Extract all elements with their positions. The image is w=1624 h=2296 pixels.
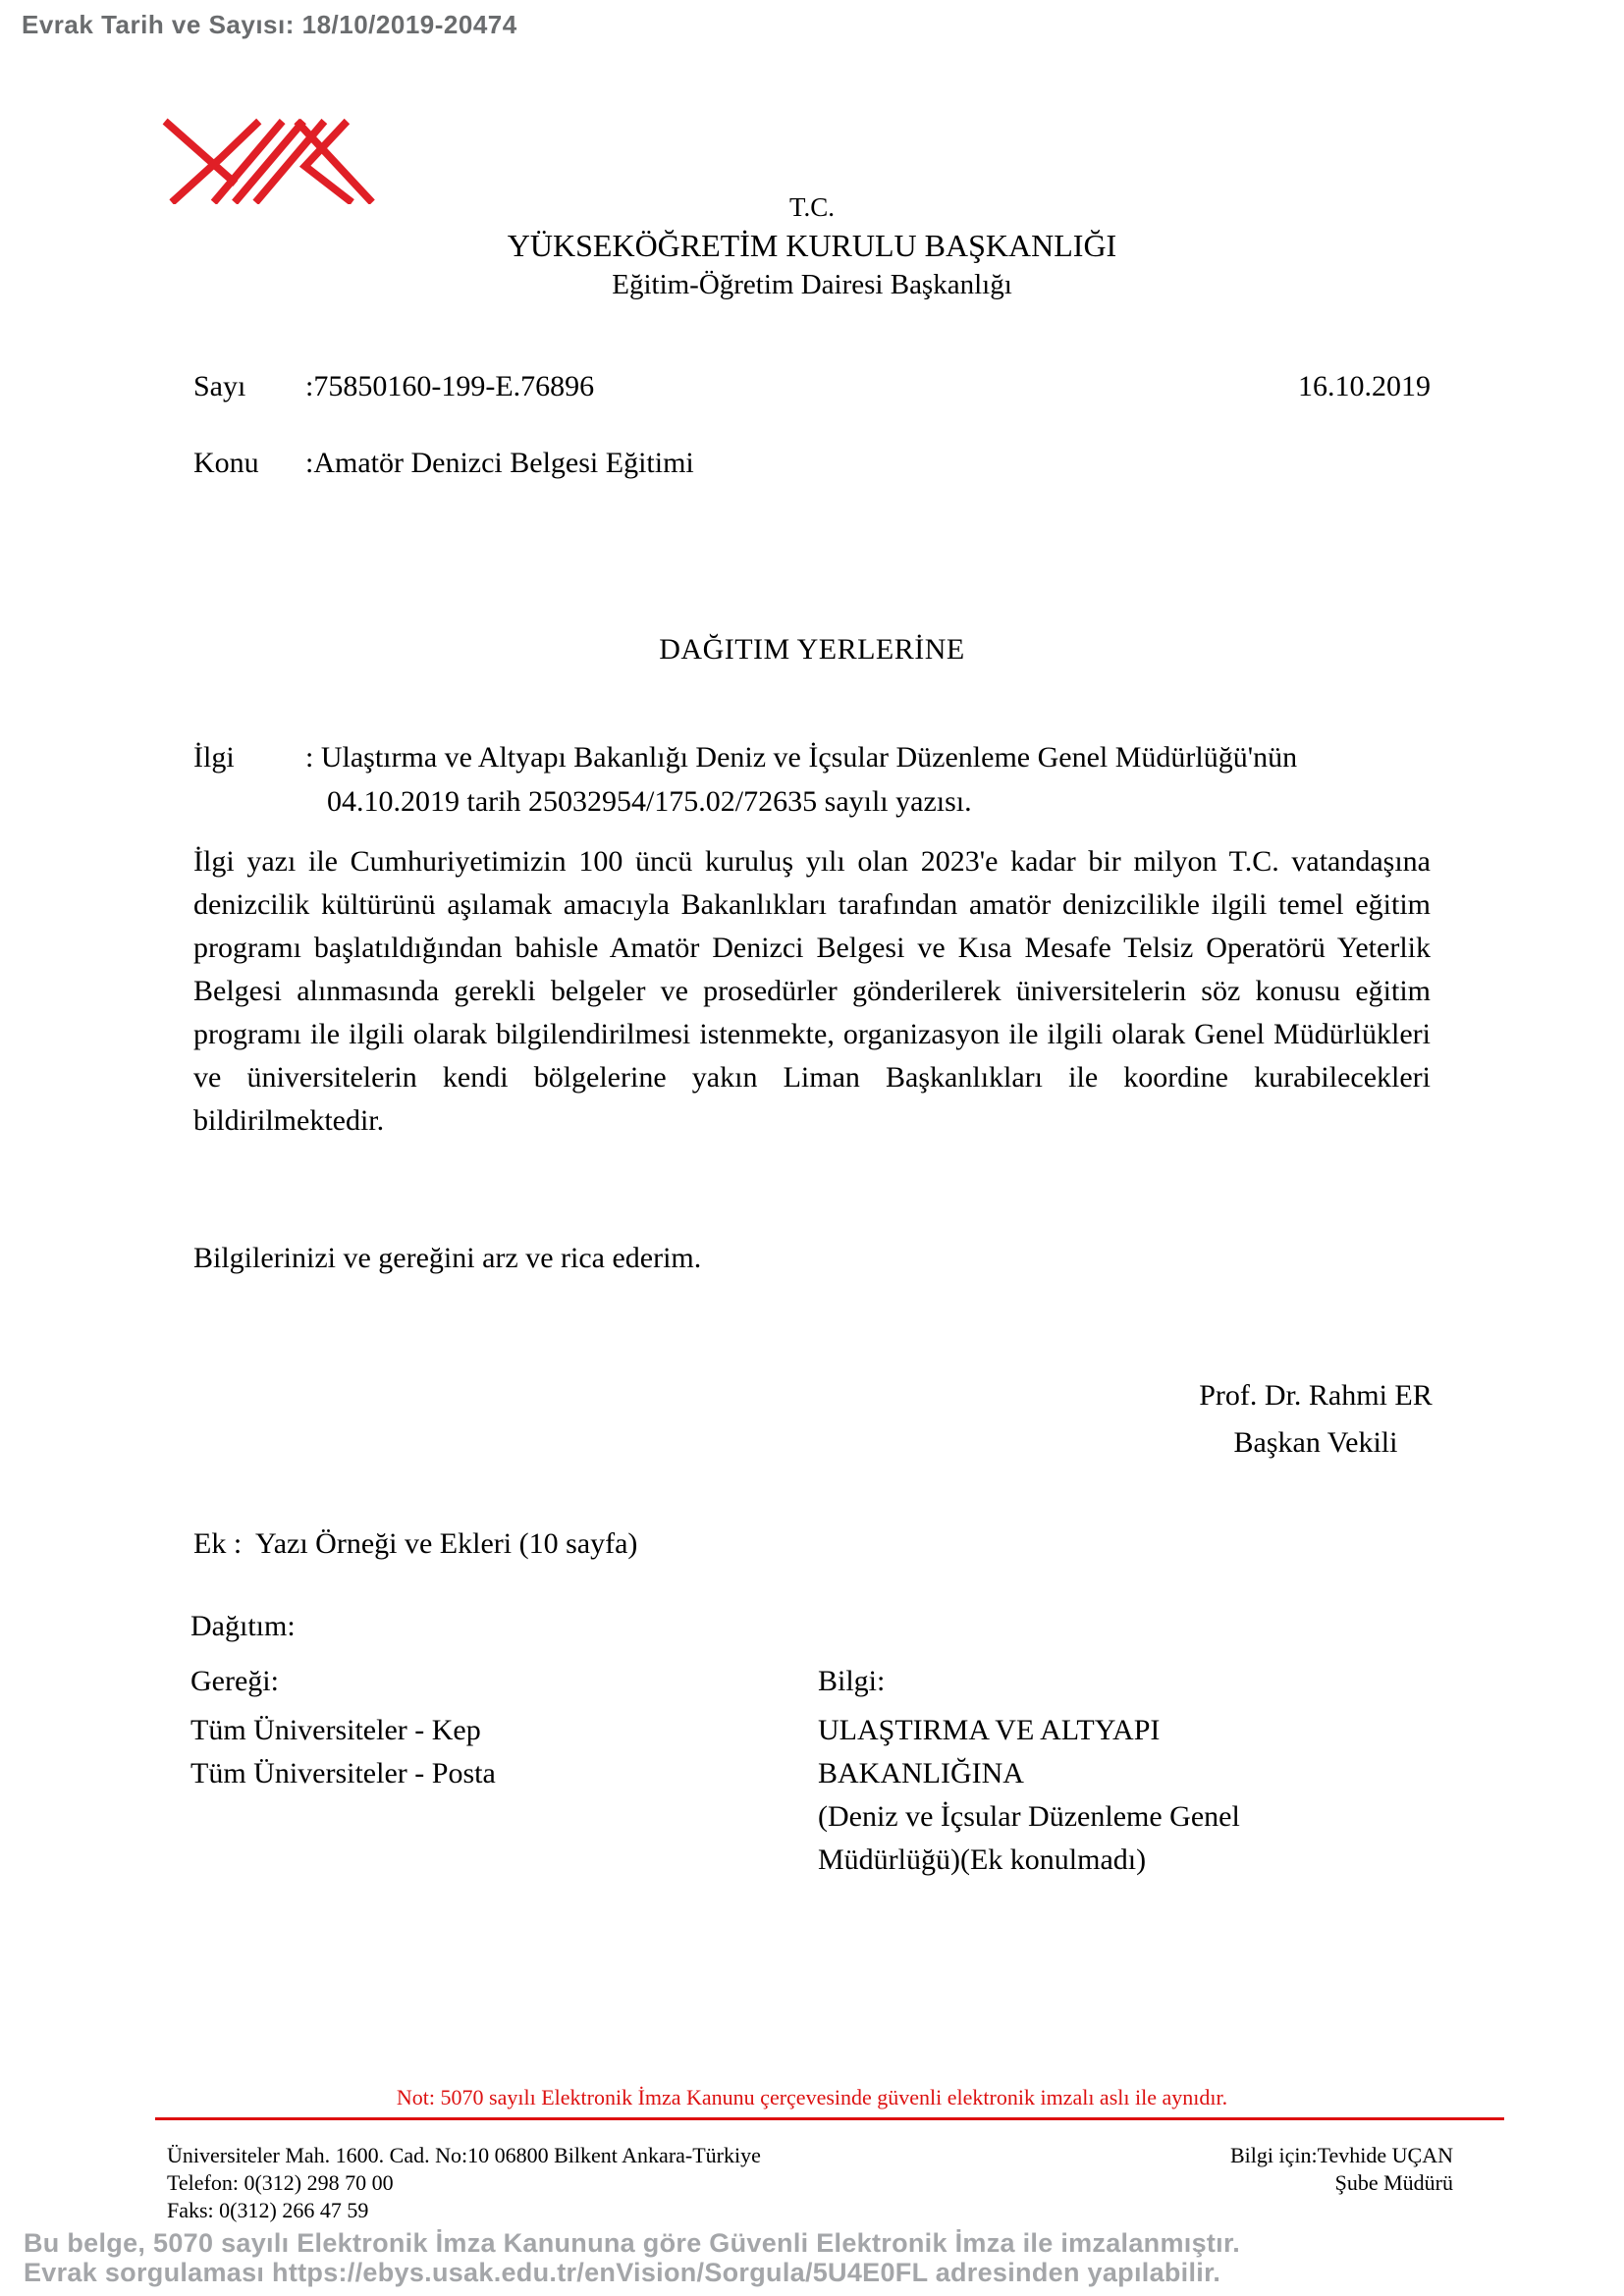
attachment-line: Ek : Yazı Örneği ve Ekleri (10 sayfa) <box>193 1527 638 1560</box>
esign-line1: Bu belge, 5070 sayılı Elektronik İmza Kanununa göre Güvenli Elektronik İmza ile imzalanmıştır. <box>24 2228 1241 2258</box>
esign-line2: Evrak sorgulaması https://ebys.usak.edu.tr/enVision/Sorgula/5U4E0FL adresinden yapılabilir. <box>24 2258 1221 2287</box>
konu-label: Konu <box>193 447 259 479</box>
konu-row <box>193 447 694 480</box>
letterhead-organization: YÜKSEKÖĞRETİM KURULU BAŞKANLIĞI <box>507 228 1117 263</box>
sayi-label: Sayı <box>193 370 246 402</box>
recipient-line: DAĞITIM YERLERİNE <box>659 633 965 666</box>
letterhead <box>0 188 1624 304</box>
ilgi-reference-line2: 04.10.2019 tarih 25032954/175.02/72635 sayılı yazısı. <box>327 785 972 818</box>
konu-value: :Amatör Denizci Belgesi Eğitimi <box>305 447 694 479</box>
footer-fax: Faks: 0(312) 266 47 59 <box>167 2198 369 2222</box>
signer-title: Başkan Vekili <box>1233 1426 1398 1459</box>
sayi-value: :75850160-199-E.76896 <box>305 370 595 402</box>
closing-line: Bilgilerinizi ve gereğini arz ve rica ederim. <box>193 1242 702 1274</box>
signer-name: Prof. Dr. Rahmi ER <box>1199 1379 1433 1412</box>
body-paragraph: İlgi yazı ile Cumhuriyetimizin 100 üncü kuruluş yılı olan 2023'e kadar bir milyon T.C. vatandaşına denizcilik kültürünü aşılamak amacıyla Bakanlıkları tarafından amatör denizcilikle ilgili temel eğitim programı başlatıldığından bahisle Amatör Denizci Belgesi ve Kısa Mesafe Telsiz Operatörü Yeterlik Belgesi alınmasında gerekli belgeler ve prosedürler gönderilerek üniversitelerin söz konusu eğitim programı ile ilgili olarak bilgilendirilmesi istenmekte, organizasyon ile ilgili olarak Genel Müdürlükleri ve üniversitelerin kendi bölgelerine yakın Liman Başkanlıkları ile koordine kurabilecekleri bildirilmektedir. <box>193 845 1431 1137</box>
signature-block <box>1090 1372 1542 1467</box>
sayi-row <box>193 370 594 403</box>
bilgi-line: ULAŞTIRMA VE ALTYAPI <box>818 1714 1161 1746</box>
distribution-geregi-column <box>190 1660 496 1795</box>
footer-contact-person-block <box>1129 2142 1453 2197</box>
bilgi-line: Müdürlüğü)(Ek konulmadı) <box>818 1843 1147 1876</box>
geregi-item: Tüm Üniversiteler - Posta <box>190 1757 496 1789</box>
letterhead-department: Eğitim-Öğretim Dairesi Başkanlığı <box>612 269 1012 300</box>
letterhead-tc: T.C. <box>789 192 835 222</box>
doc-date-number-stamp: Evrak Tarih ve Sayısı: 18/10/2019-20474 <box>22 10 517 39</box>
note-divider-line <box>155 2117 1504 2120</box>
footer-contact-title: Şube Müdürü <box>1334 2170 1453 2195</box>
document-date: 16.10.2019 <box>1298 370 1431 402</box>
ilgi-reference-line1: : Ulaştırma ve Altyapı Bakanlığı Deniz ve İçsular Düzenleme Genel Müdürlüğü'nün <box>305 741 1298 774</box>
ilgi-label: İlgi <box>193 741 235 774</box>
footer-contact-block <box>167 2142 761 2224</box>
legal-note-line: Not: 5070 sayılı Elektronik İmza Kanunu çerçevesinde güvenli elektronik imzalı aslı ile aynıdır. <box>396 2085 1228 2109</box>
footer-phone: Telefon: 0(312) 298 70 00 <box>167 2170 394 2195</box>
geregi-label: Gereği: <box>190 1665 279 1697</box>
footer-contact-person: Bilgi için:Tevhide UÇAN <box>1230 2143 1453 2167</box>
bilgi-line: BAKANLIĞINA <box>818 1757 1024 1789</box>
footer-address: Üniversiteler Mah. 1600. Cad. No:10 06800 Bilkent Ankara-Türkiye <box>167 2143 761 2167</box>
geregi-item: Tüm Üniversiteler - Kep <box>190 1714 481 1746</box>
esign-disclaimer <box>24 2228 1240 2287</box>
bilgi-line: (Deniz ve İçsular Düzenleme Genel <box>818 1800 1240 1833</box>
distribution-title: Dağıtım: <box>190 1610 296 1642</box>
bilgi-label: Bilgi: <box>818 1665 886 1697</box>
distribution-bilgi-column <box>818 1660 1240 1882</box>
